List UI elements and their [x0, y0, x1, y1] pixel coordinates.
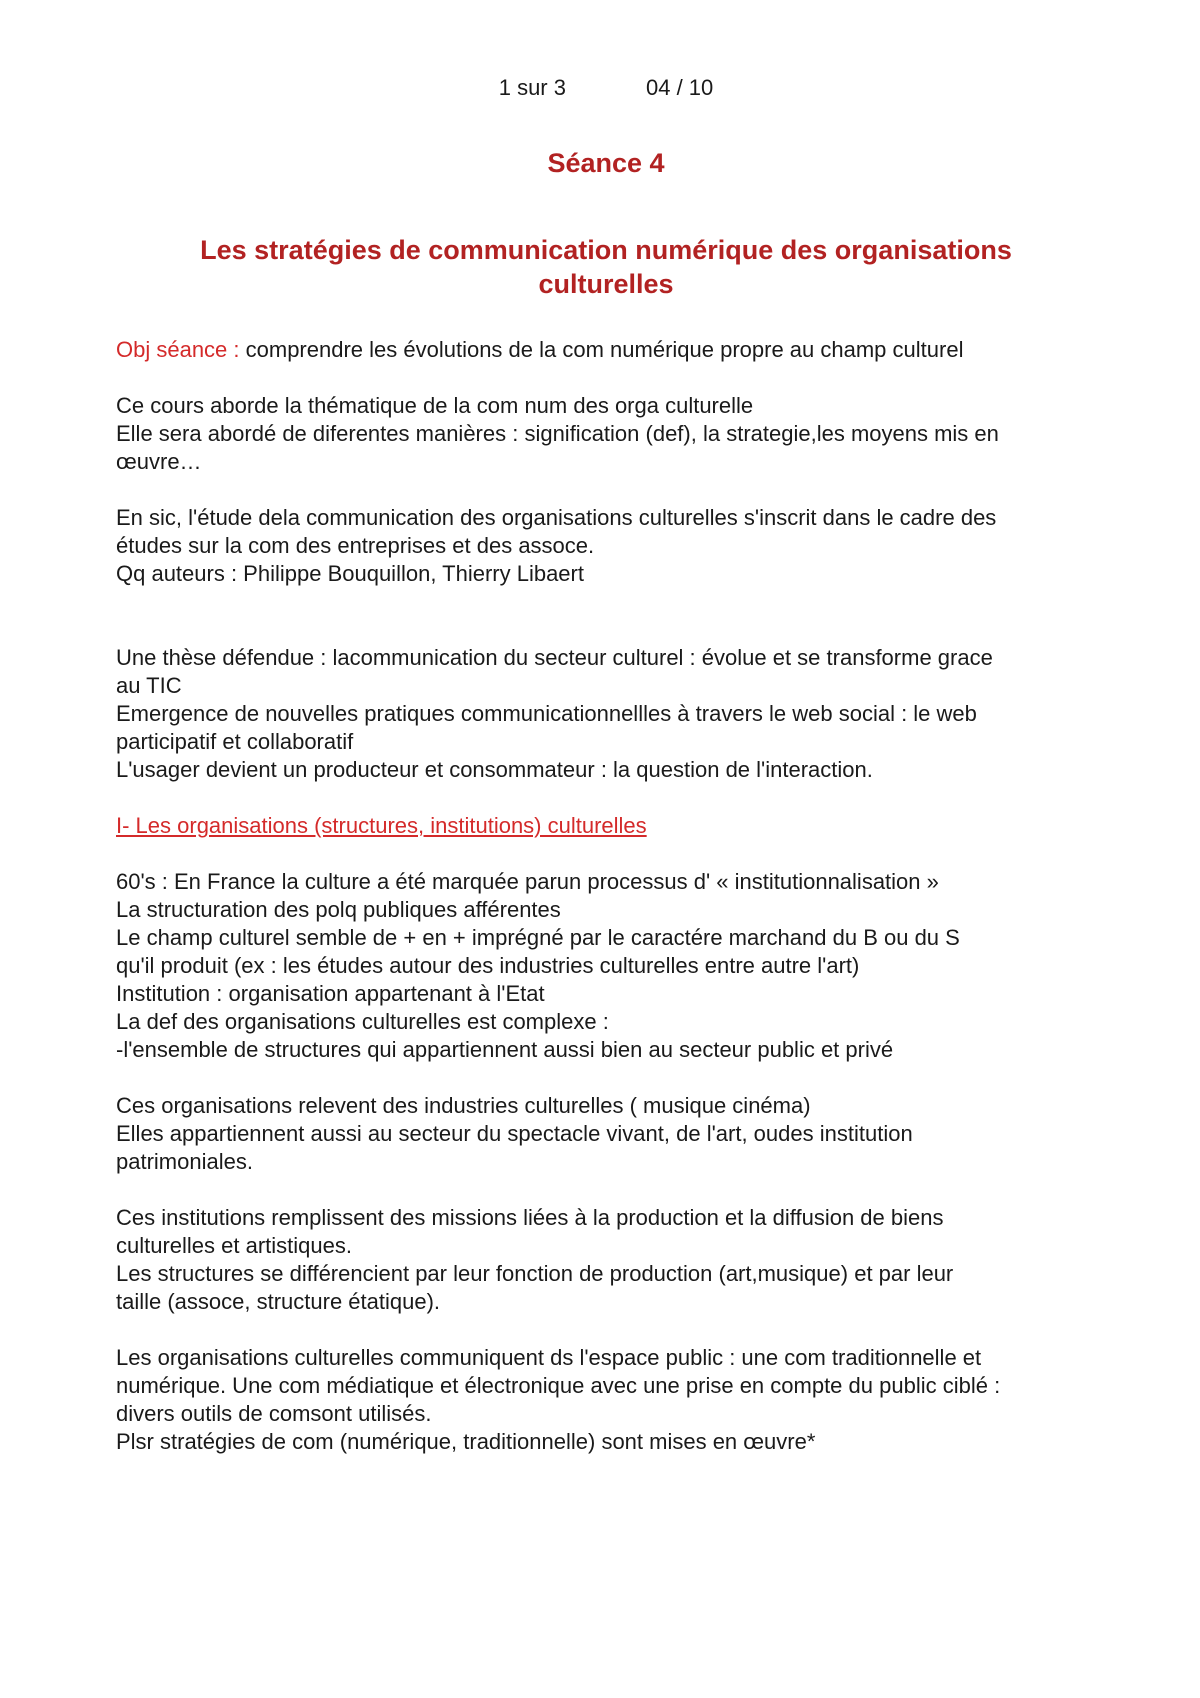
- text-line: En sic, l'étude dela communication des organisations culturelles s'inscrit dans le cadre des: [116, 505, 997, 530]
- text-line: au TIC: [116, 673, 182, 698]
- section1-paragraph-1: [116, 868, 1096, 1064]
- text-line: Ces institutions remplissent des missions liées à la production et la diffusion de biens: [116, 1205, 944, 1230]
- text-line: œuvre…: [116, 449, 202, 474]
- header-date: 04 / 10: [645, 75, 714, 100]
- text-line: La def des organisations culturelles est complexe :: [116, 1009, 609, 1034]
- text-line: L'usager devient un producteur et consommateur : la question de l'interaction.: [116, 757, 873, 782]
- text-line: 60's : En France la culture a été marquée parun processus d' « institutionnalisation »: [116, 869, 939, 894]
- text-line: Le champ culturel semble de + en + imprégné par le caractére marchand du B ou du S: [116, 925, 960, 950]
- text-line: Institution : organisation appartenant à l'Etat: [116, 981, 545, 1006]
- section1-paragraph-2: [116, 1092, 1096, 1176]
- text-line: Ces organisations relevent des industries culturelles ( musique cinéma): [116, 1093, 811, 1118]
- objective-text: comprendre les évolutions de la com numérique propre au champ culturel: [239, 337, 964, 362]
- subtitle-line: Les stratégies de communication numérique des organisations: [200, 235, 1012, 265]
- text-line: -l'ensemble de structures qui appartiennent aussi bien au secteur public et privé: [116, 1037, 894, 1062]
- page-header: [116, 75, 1096, 101]
- text-line: culturelles et artistiques.: [116, 1233, 352, 1258]
- these-paragraph: [116, 644, 1096, 784]
- page-indicator: 1 sur 3: [498, 75, 566, 100]
- intro-paragraph: [116, 392, 1096, 476]
- section1-paragraph-3: [116, 1204, 1096, 1316]
- text-line: taille (assoce, structure étatique).: [116, 1289, 441, 1314]
- document-subtitle: [116, 233, 1096, 301]
- objective-label: Obj séance :: [116, 337, 240, 362]
- document-body: [116, 336, 1096, 1456]
- text-line: patrimoniales.: [116, 1149, 253, 1174]
- text-line: qu'il produit (ex : les études autour des industries culturelles entre autre l'art): [116, 953, 860, 978]
- text-line: Ce cours aborde la thématique de la com num des orga culturelle: [116, 393, 754, 418]
- text-line: Elles appartiennent aussi au secteur du spectacle vivant, de l'art, oudes institution: [116, 1121, 913, 1146]
- text-line: Une thèse défendue : lacommunication du secteur culturel : évolue et se transforme grace: [116, 645, 993, 670]
- section1-paragraph-4: [116, 1344, 1096, 1456]
- text-line: Les organisations culturelles communiquent ds l'espace public : une com traditionnelle et: [116, 1345, 982, 1370]
- blank-line: [116, 616, 1096, 644]
- text-line: divers outils de comsont utilisés.: [116, 1401, 432, 1426]
- document-title: Séance 4: [547, 148, 665, 178]
- text-line: participatif et collaboratif: [116, 729, 354, 754]
- text-line: Plsr stratégies de com (numérique, traditionnelle) sont mises en œuvre*: [116, 1429, 816, 1454]
- text-line: Elle sera abordé de diferentes manières : signification (def), la strategie,les moyens mis en: [116, 421, 999, 446]
- text-line: numérique. Une com médiatique et électronique avec une prise en compte du public ciblé :: [116, 1373, 1001, 1398]
- text-line: Emergence de nouvelles pratiques communicationnellles à travers le web social : le web: [116, 701, 977, 726]
- objective-paragraph: [116, 336, 1096, 364]
- sic-paragraph: [116, 504, 1096, 588]
- text-line: Qq auteurs : Philippe Bouquillon, Thierry Libaert: [116, 561, 584, 586]
- text-line: La structuration des polq publiques afférentes: [116, 897, 561, 922]
- text-line: Les structures se différencient par leur fonction de production (art,musique) et par leur: [116, 1261, 954, 1286]
- section-heading: I- Les organisations (structures, institutions) culturelles: [116, 813, 647, 838]
- subtitle-line: culturelles: [538, 269, 674, 299]
- text-line: études sur la com des entreprises et des assoce.: [116, 533, 595, 558]
